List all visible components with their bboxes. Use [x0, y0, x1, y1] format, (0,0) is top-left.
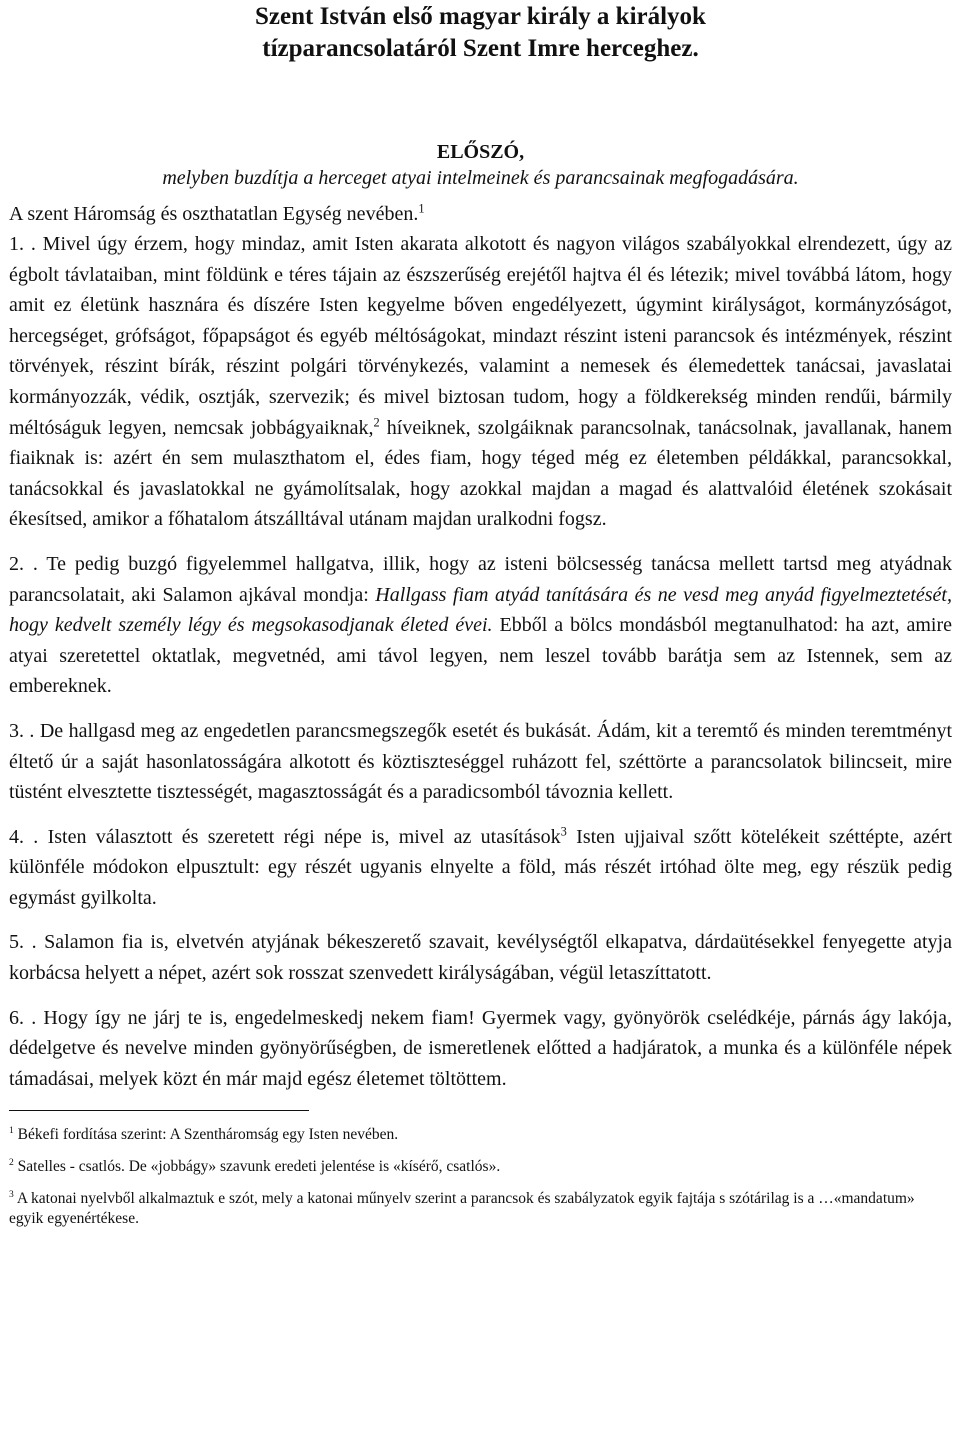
footnote-1 — [9, 1125, 952, 1145]
invocation-text: A szent Háromság és oszthatatlan Egység nevében. — [9, 203, 419, 225]
footnote-2-number: 2 — [9, 1157, 14, 1169]
preface-subtitle: melyben buzdítja a herceget atyai intelmeinek és parancsainak megfogadására. — [162, 167, 799, 189]
paragraph-2-text-a: 2. . Te pedig buzgó figyelemmel hallgatva, illik, hogy az isteni bölcsesség tanácsa mellett tartsd meg atyádnak parancsolatait, aki Salamon ajkával mondja: — [9, 552, 952, 606]
paragraph-1-text-a: 1. . Mivel úgy érzem, hogy mindaz, amit Isten akarata alkotott és nagyon világos szabályokkal elrendezett, úgy az égbolt távlataiban, mint földünk e téres tájain az észszerűség erejétől hajtva él és létezik; mivel továbbá látom, hogy amit ez életünk hasznára és díszére Isten kegyelme bőven engedélyezett, úgymint királyságot, kormányzóságot, hercegséget, grófságot, főpapságot és egyéb méltóságokat, mindazt részint isteni parancsok és intézmények, részint törvények, részint bírák, részint polgári törvénykezés, valamint a nemesek és élemedettek tanácsai, javaslatai kormányozzák, védik, osztják, szervezik; és mivel biztosan tudom, hogy a földkerekség minden rendűi, bármily méltóságuk legyen, nemcsak jobbágyaiknak, — [9, 233, 952, 439]
paragraph-2-quote: Hallgass fiam atyád tanítására és ne vesd meg anyád figyelmeztetését, hogy kedvelt személy légy és megsokasodjanak életed évei. — [9, 583, 952, 637]
paragraph-1-text-b: híveiknek, szolgáiknak parancsolnak, tanácsolnak, javallanak, hanem fiaiknak is: azért én sem mulaszthatom el, édes fiam, hogy téged még ez életemben példákkal, parancsokkal, tanácsokkal és javaslatokkal ne gyámolítsalak, hogy azokkal majdan a magad és alattvalóid életének szokásait ékesítsed, amikor a főhatalom átszálltával utánam majdan uralkodni fogsz. — [9, 416, 953, 531]
paragraph-1 — [9, 229, 952, 535]
title-line-2: tízparancsolatáról Szent Imre herceghez. — [262, 35, 699, 62]
preface-heading — [9, 139, 952, 191]
paragraph-5-text: 5. . Salamon fia is, elvetvén atyjának békeszerető szavait, kevélységtől elkapatva, dárdaütésekkel fenyegette atyja korbácsa helyett a népet, azért sok rosszat szenvedett királyságában, végül letaszíttatott. — [9, 931, 952, 985]
footnote-1-number: 1 — [9, 1125, 14, 1137]
paragraph-4 — [9, 822, 952, 914]
paragraph-4-text-a: 4. . Isten választott és szeretett régi népe is, mivel az utasítások — [9, 825, 561, 848]
paragraph-3-text: 3. . De hallgasd meg az engedetlen parancsmegszegők esetét és bukását. Ádám, kit a teremtő és minden teremtményt éltető úr a saját hasonlatosságára alkotott és köztiszteséggel ruházott fel, széttörte a parancsolatok bilincseit, mire tüstént elvesztette tisztességét, magasztosságát és a paradicsomból távoznia kellett. — [9, 719, 952, 804]
footnote-ref-3[interactable]: 3 — [560, 824, 567, 839]
preface-title: ELŐSZÓ, — [436, 141, 525, 163]
title-line-1: Szent István első magyar király a királyok — [255, 3, 706, 30]
footnote-3-text: A katonai nyelvből alkalmaztuk e szót, mely a katonai műnyelv szerint a parancsok és szabályzatok egyik fajtája s szótárilag is a …«mandatum» egyik egyenértékese. — [9, 1190, 915, 1228]
footnote-ref-1[interactable]: 1 — [418, 201, 425, 216]
paragraph-6 — [9, 1003, 952, 1095]
footnote-3 — [9, 1189, 952, 1229]
paragraph-5 — [9, 927, 952, 988]
footnote-ref-2[interactable]: 2 — [373, 414, 380, 429]
footnote-3-number: 3 — [9, 1189, 14, 1201]
paragraph-2-text-b: Ebből a bölcs mondásból megtanulhatod: ha azt, amire atyai szeretettel oktatlak, megvetnéd, ami távol legyen, nem leszel tovább barátja sem az Istennek, sem az embereknek. — [9, 614, 952, 698]
footnote-2-text: Satelles - csatlós. De «jobbágy» szavunk eredeti jelentése is «kísérő, csatlós». — [17, 1158, 501, 1176]
footnote-divider — [9, 1110, 309, 1111]
footnote-2 — [9, 1157, 952, 1177]
footnote-1-text: Békefi fordítása szerint: A Szentháromság egy Isten nevében. — [17, 1126, 399, 1144]
paragraph-4-text-b: Isten ujjaival szőtt kötelékeit széttépte, azért különféle módokon elpusztult: egy részét ugyanis elnyelte a föld, más részét irtóhad ölte meg, egy részük pedig egymást gyilkolta. — [9, 825, 952, 909]
invocation-line — [9, 201, 952, 227]
paragraph-6-text: 6. . Hogy így ne járj te is, engedelmeskedj nekem fiam! Gyermek vagy, gyönyörök cselédkéje, párnás ágy lakója, dédelgetve és nevelve minden gyönyörűségben, de ismeretlenek előtted a hadjáratok, a munka és a különféle népek támadásai, melyek közt én már majd egész életemet töltöttem. — [9, 1006, 952, 1090]
document-title — [9, 0, 952, 65]
paragraph-3 — [9, 716, 952, 808]
paragraph-2 — [9, 549, 952, 702]
